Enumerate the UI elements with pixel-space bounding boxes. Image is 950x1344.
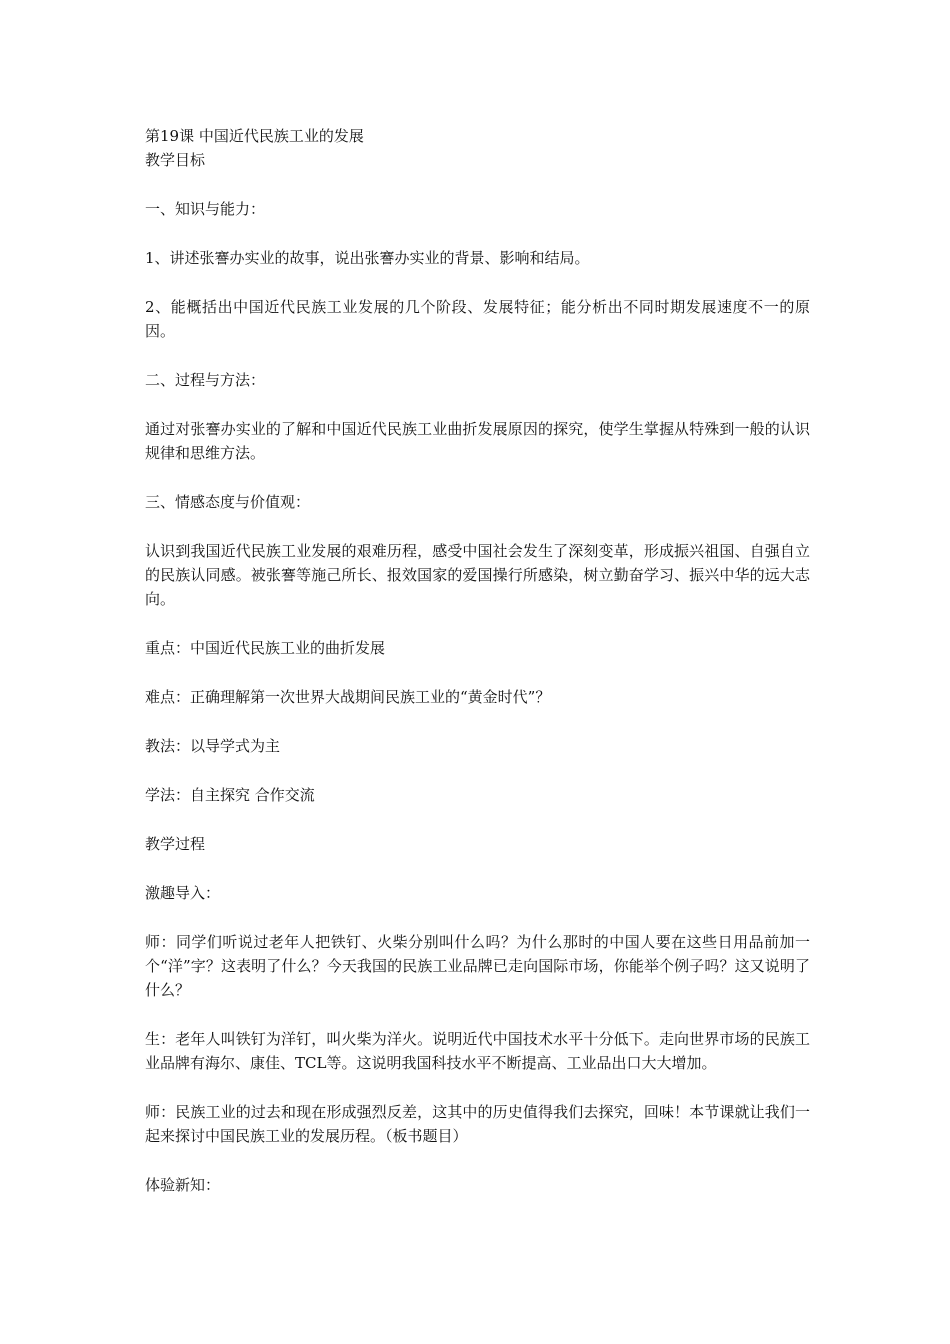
difficulty: 难点：正确理解第一次世界大战期间民族工业的“黄金时代”？ bbox=[145, 688, 551, 706]
intro-heading: 激趣导入： bbox=[145, 884, 221, 902]
section3-heading: 三、情感态度与价值观： bbox=[145, 493, 311, 511]
teacher-summary: 师：民族工业的过去和现在形成强烈反差，这其中的历史值得我们去探究，回味！本节课就让我们一起来探讨中国民族工业的发展历程。（板书题目） bbox=[145, 1103, 810, 1145]
section1-item2: 2、能概括出中国近代民族工业发展的几个阶段、发展特征；能分析出不同时期发展速度不一的原因。 bbox=[145, 298, 810, 340]
section1-item1: 1、讲述张謇办实业的故事，说出张謇办实业的背景、影响和结局。 bbox=[145, 249, 590, 267]
section2-text: 通过对张謇办实业的了解和中国近代民族工业曲折发展原因的探究，使学生掌握从特殊到一般的认识规律和思维方法。 bbox=[145, 420, 810, 462]
document-body bbox=[145, 124, 810, 1197]
teaching-method: 教法：以导学式为主 bbox=[145, 737, 281, 755]
learning-method: 学法：自主探究 合作交流 bbox=[145, 786, 315, 804]
new-knowledge-heading: 体验新知： bbox=[145, 1176, 221, 1194]
lesson-title: 第19课 中国近代民族工业的发展 bbox=[145, 127, 364, 145]
teacher-question: 师：同学们听说过老年人把铁钉、火柴分别叫什么吗？为什么那时的中国人要在这些日用品前加一个“洋”字？这表明了什么？今天我国的民族工业品牌已走向国际市场，你能举个例子吗？这又说明了什么？ bbox=[145, 933, 810, 999]
section1-heading: 一、知识与能力： bbox=[145, 200, 266, 218]
section2-heading: 二、过程与方法： bbox=[145, 371, 266, 389]
objectives-heading: 教学目标 bbox=[145, 151, 206, 169]
section3-text: 认识到我国近代民族工业发展的艰难历程，感受中国社会发生了深刻变革，形成振兴祖国、自强自立的民族认同感。被张謇等施己所长、报效国家的爱国操行所感染，树立勤奋学习、振兴中华的远大志向。 bbox=[145, 542, 810, 608]
key-point: 重点：中国近代民族工业的曲折发展 bbox=[145, 639, 386, 657]
student-answer: 生：老年人叫铁钉为洋钉，叫火柴为洋火。说明近代中国技术水平十分低下。走向世界市场的民族工业品牌有海尔、康佳、TCL等。这说明我国科技水平不断提高、工业品出口大大增加。 bbox=[145, 1030, 810, 1072]
process-heading: 教学过程 bbox=[145, 835, 206, 853]
